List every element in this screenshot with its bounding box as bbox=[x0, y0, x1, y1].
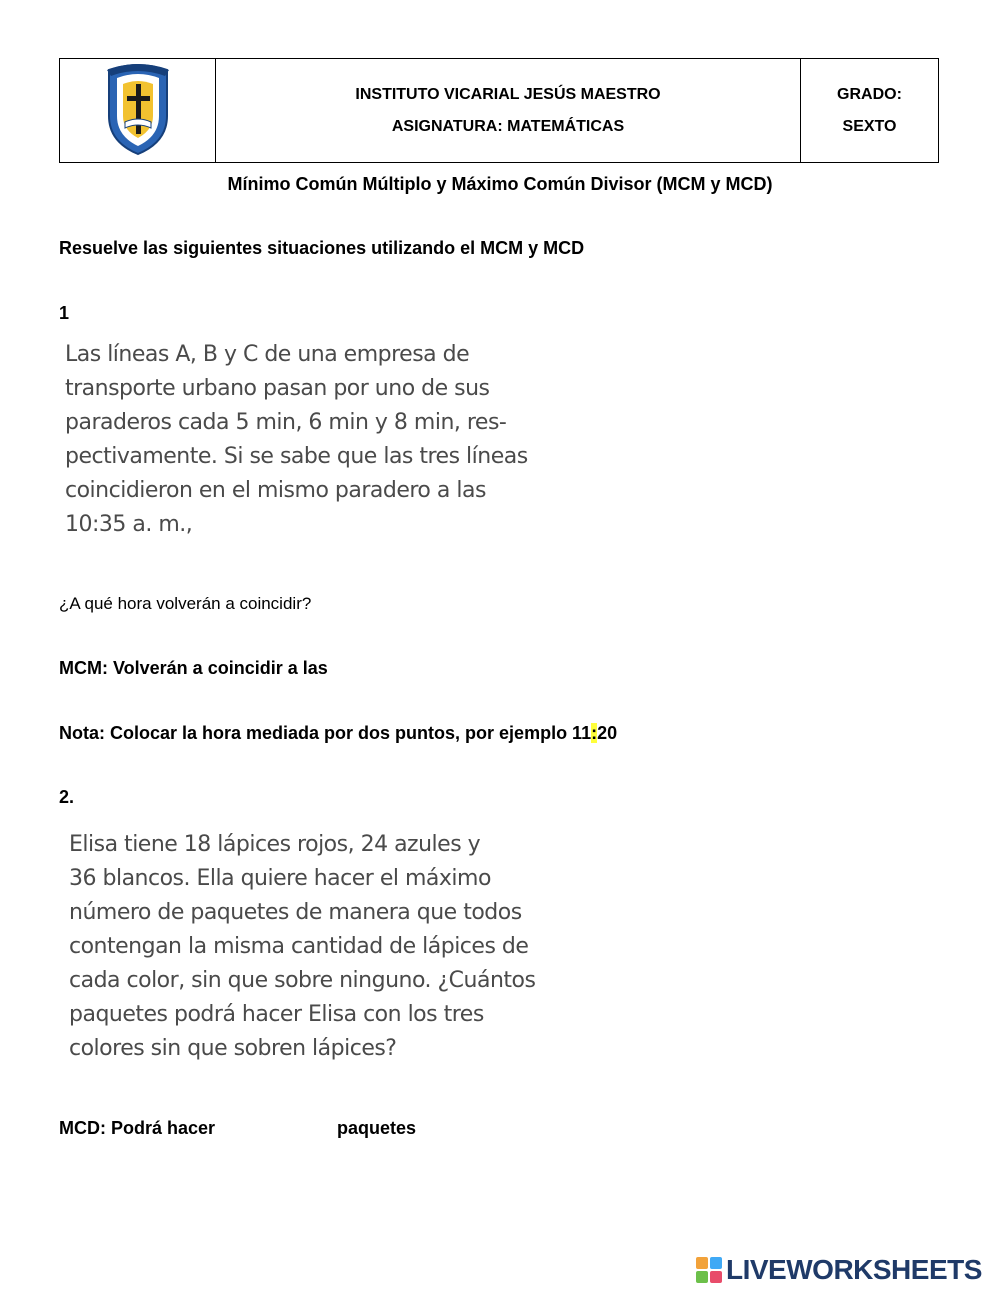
problem-1-question: ¿A qué hora volverán a coincidir? bbox=[59, 594, 312, 613]
problem-1-note bbox=[59, 723, 617, 744]
institution-cell bbox=[216, 59, 801, 163]
note-text: Nota: Colocar la hora mediada por dos puntos, por ejemplo 11 bbox=[59, 723, 592, 743]
problem-1-line: paraderos cada 5 min, 6 min y 8 min, res- bbox=[65, 410, 507, 435]
problem-1-line: pectivamente. Si se sabe que las tres líneas bbox=[65, 444, 528, 469]
problem-1-line: 10:35 a. m., bbox=[65, 512, 193, 537]
problem-2-answer-suffix: paquetes bbox=[337, 1118, 417, 1138]
note-example-minutes: 20 bbox=[597, 723, 618, 743]
page-title: Mínimo Común Múltiplo y Máximo Común Divisor (MCM y MCD) bbox=[227, 174, 773, 194]
problem-2-line: 36 blancos. Ella quiere hacer el máximo bbox=[69, 866, 491, 891]
problem-2-answer-label: MCD: Podrá hacer bbox=[59, 1118, 216, 1138]
note-highlighted-colon: : bbox=[591, 723, 598, 743]
problem-2-line: número de paquetes de manera que todos bbox=[69, 900, 522, 925]
problem-1-line: transporte urbano pasan por uno de sus bbox=[65, 376, 490, 401]
subject-name: ASIGNATURA: MATEMÁTICAS bbox=[391, 117, 625, 135]
header-table bbox=[59, 58, 939, 163]
problem-2-line: Elisa tiene 18 lápices rojos, 24 azules y bbox=[69, 832, 481, 857]
problem-2-number: 2. bbox=[59, 787, 75, 807]
logo-cell bbox=[60, 59, 216, 163]
problem-1-image-text bbox=[65, 338, 528, 542]
liveworksheets-mark-icon bbox=[696, 1257, 722, 1283]
grade-label: GRADO: bbox=[837, 85, 902, 103]
grade-value: SEXTO bbox=[842, 117, 897, 135]
problem-1-answer-label: MCM: Volverán a coincidir a las bbox=[59, 658, 328, 678]
problem-2-image-text bbox=[69, 828, 535, 1066]
problem-1-line: coincidieron en el mismo paradero a las bbox=[65, 478, 486, 503]
problem-2-line: cada color, sin que sobre ninguno. ¿Cuántos bbox=[69, 968, 536, 993]
instruction-text: Resuelve las siguientes situaciones utilizando el MCM y MCD bbox=[59, 238, 585, 258]
institution-name: INSTITUTO VICARIAL JESÚS MAESTRO bbox=[355, 85, 661, 103]
problem-2-line: paquetes podrá hacer Elisa con los tres bbox=[69, 1002, 484, 1027]
problem-2-line: colores sin que sobren lápices? bbox=[69, 1036, 397, 1061]
grade-cell bbox=[801, 59, 939, 163]
problem-1-number: 1 bbox=[59, 303, 70, 323]
brand-name: LIVEWORKSHEETS bbox=[726, 1254, 982, 1285]
school-crest-icon bbox=[103, 60, 173, 156]
liveworksheets-logo bbox=[696, 1254, 982, 1286]
problem-1-line: Las líneas A, B y C de una empresa de bbox=[65, 342, 470, 367]
problem-2-line: contengan la misma cantidad de lápices de bbox=[69, 934, 529, 959]
